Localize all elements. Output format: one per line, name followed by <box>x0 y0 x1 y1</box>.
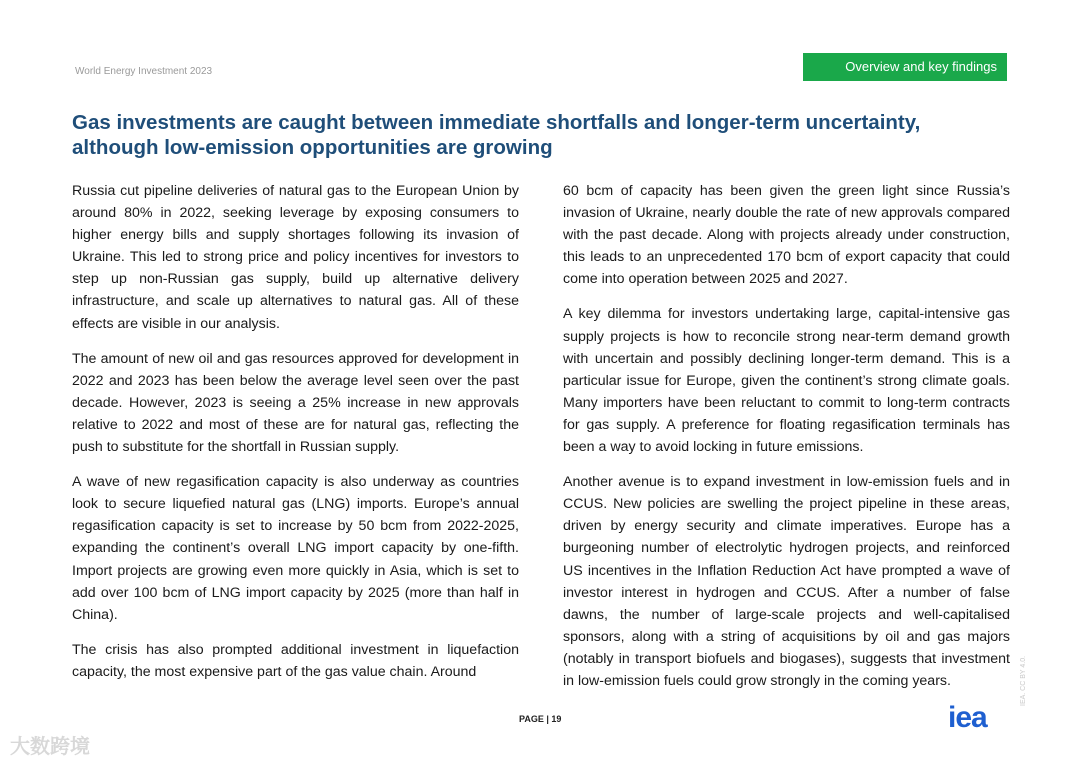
report-title: World Energy Investment 2023 <box>75 66 213 77</box>
paragraph: A key dilemma for investors undertaking large, capital-intensive gas supply projects is how to reconcile strong near-term demand growth with uncertain and possibly declining longer-term demand. This is a particular issue for Europe, given the continent’s strong climate goals. Many importers have been reluctant to commit to long-term contracts for gas supply. A preference for floating regasification terminals has been a way to avoid locking in future emissions. <box>563 306 1010 456</box>
right-column <box>563 180 1010 705</box>
paragraph: A wave of new regasification capacity is also underway as countries look to secure liquefied natural gas (LNG) imports. Europe’s annual regasification capacity is set to increase by 50 bcm from 2022-2025, expanding the continent’s overall LNG import capacity by one-fifth. Import projects are growing even more quickly in Asia, which is set to add over 100 bcm of LNG import capacity by 2025 (more than half in China). <box>72 474 519 623</box>
paragraph: The crisis has also prompted additional investment in liquefaction capacity, the most expensive part of the gas value chain. Around <box>72 641 519 680</box>
paragraph: The amount of new oil and gas resources approved for development in 2022 and 2023 has been below the average level seen over the past decade. However, 2023 is seeing a 25% increase in new approvals relative to 2022 and most of these are for natural gas, reflecting the push to substitute for the shortfall in Russian supply. <box>72 350 519 456</box>
paragraph: 60 bcm of capacity has been given the green light since Russia’s invasion of Ukraine, nearly double the rate of new approvals compared with the past decade. Along with projects already under construction, this leads to an unprecedented 170 bcm of export capacity that could come into operation between 2025 and 2027. <box>563 183 1010 288</box>
page-number: PAGE | 19 <box>519 714 562 724</box>
section-badge[interactable]: Overview and key findings <box>803 53 1007 81</box>
iea-logo: iea <box>948 701 987 734</box>
watermark: 大数跨境 <box>10 736 90 758</box>
paragraph: Russia cut pipeline deliveries of natural gas to the European Union by around 80% in 2022, seeking leverage by exposing consumers to higher energy bills and supply shortages following its invasion of Ukraine. This led to strong price and policy incentives for investors to step up non-Russian gas supply, build up alternative delivery infrastructure, and scale up alternatives to natural gas. All of these effects are visible in our analysis. <box>72 183 519 332</box>
left-column <box>72 180 519 696</box>
license-text: IEA. CC BY 4.0. <box>1020 655 1027 706</box>
page-title: Gas investments are caught between immediate shortfalls and longer-term uncertainty, although low-emission opportunities are growing <box>72 111 921 159</box>
paragraph: Another avenue is to expand investment in low-emission fuels and in CCUS. New policies are swelling the project pipeline in these areas, driven by energy security and climate imperatives. Europe has a burgeoning number of electrolytic hydrogen projects, and reinforced US incentives in the Inflation Reduction Act have prompted a wave of investor interest in hydrogen and CCUS. After a number of false dawns, the number of large-scale projects and well-capitalised sponsors, along with a string of acquisitions by oil and gas majors (notably in transport biofuels and biogases), suggests that investment in low-emission fuels could grow strongly in the coming years. <box>563 474 1010 689</box>
